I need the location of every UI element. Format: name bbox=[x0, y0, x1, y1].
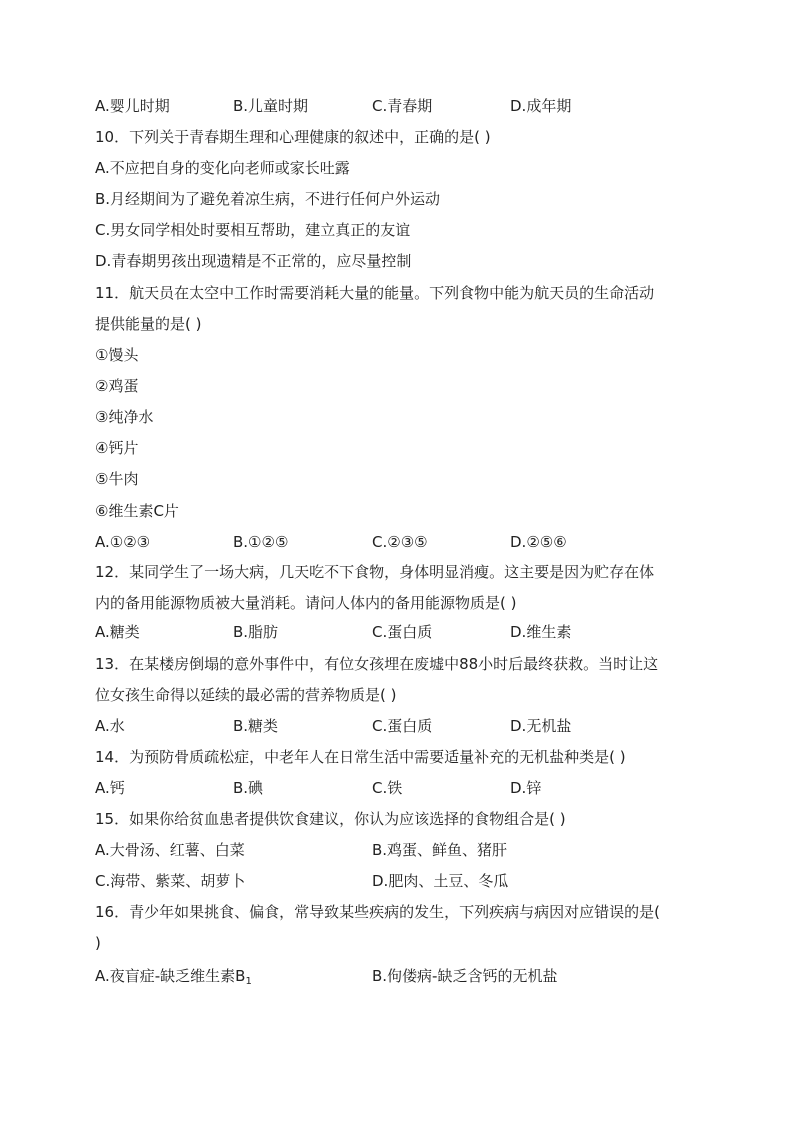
q10-option-b: B.月经期间为了避免着凉生病，不进行任何户外运动 bbox=[95, 190, 441, 208]
q16-stem-line1: 16．青少年如果挑食、偏食，常导致某些疾病的发生，下列疾病与病因对应错误的是( bbox=[95, 903, 660, 921]
q11-item-1: ①馒头 bbox=[95, 346, 139, 364]
q11-item-4: ④钙片 bbox=[95, 439, 139, 457]
q16-option-b: B.佝偻病-缺乏含钙的无机盐 bbox=[372, 967, 558, 985]
q11-item-2: ②鸡蛋 bbox=[95, 377, 139, 395]
q16-stem-line2: ) bbox=[95, 934, 101, 952]
q16-option-a bbox=[95, 965, 252, 987]
q16-option-a-subscript: 1 bbox=[245, 976, 252, 987]
q14-option-b: B.碘 bbox=[233, 779, 264, 797]
q14-option-a: A.钙 bbox=[95, 779, 125, 797]
q10-option-a: A.不应把自身的变化向老师或家长吐露 bbox=[95, 159, 350, 177]
q11-item-5: ⑤牛肉 bbox=[95, 470, 139, 488]
q11-option-c: C.②③⑤ bbox=[372, 533, 428, 551]
q11-stem-line1: 11．航天员在太空中工作时需要消耗大量的能量。下列食物中能为航天员的生命活动 bbox=[95, 284, 655, 302]
q12-option-a: A.糖类 bbox=[95, 623, 140, 641]
q11-option-a: A.①②③ bbox=[95, 533, 151, 551]
q10-option-d: D.青春期男孩出现遗精是不正常的，应尽量控制 bbox=[95, 252, 412, 270]
q15-stem: 15．如果你给贫血患者提供饮食建议，你认为应该选择的食物组合是( ) bbox=[95, 810, 566, 828]
q14-option-d: D.锌 bbox=[510, 779, 542, 797]
q12-option-b: B.脂肪 bbox=[233, 623, 279, 641]
q15-option-b: B.鸡蛋、鲜鱼、猪肝 bbox=[372, 841, 508, 859]
q11-stem-line2: 提供能量的是( ) bbox=[95, 315, 202, 333]
q11-item-6: ⑥维生素C片 bbox=[95, 502, 179, 520]
q13-option-d: D.无机盐 bbox=[510, 717, 572, 735]
q10-stem: 10．下列关于青春期生理和心理健康的叙述中，正确的是( ) bbox=[95, 128, 491, 146]
q9-option-c: C.青春期 bbox=[372, 97, 433, 115]
q15-option-a: A.大骨汤、红薯、白菜 bbox=[95, 841, 245, 859]
q14-stem: 14．为预防骨质疏松症，中老年人在日常生活中需要适量补充的无机盐种类是( ) bbox=[95, 748, 626, 766]
q13-option-c: C.蛋白质 bbox=[372, 717, 433, 735]
q9-option-b: B.儿童时期 bbox=[233, 97, 309, 115]
q11-item-3: ③纯净水 bbox=[95, 408, 154, 426]
q15-option-d: D.肥肉、土豆、冬瓜 bbox=[372, 872, 509, 890]
q13-stem-line1: 13．在某楼房倒塌的意外事件中，有位女孩埋在废墟中88小时后最终获救。当时让这 bbox=[95, 655, 659, 673]
q11-option-b: B.①②⑤ bbox=[233, 533, 289, 551]
q9-option-d: D.成年期 bbox=[510, 97, 572, 115]
q12-option-c: C.蛋白质 bbox=[372, 623, 433, 641]
q13-stem-line2: 位女孩生命得以延续的最必需的营养物质是( ) bbox=[95, 686, 397, 704]
q12-stem-line2: 内的备用能源物质被大量消耗。请问人体内的备用能源物质是( ) bbox=[95, 594, 517, 612]
q11-option-d: D.②⑤⑥ bbox=[510, 533, 567, 551]
q12-option-d: D.维生素 bbox=[510, 623, 572, 641]
q9-option-a: A.婴儿时期 bbox=[95, 97, 170, 115]
q12-stem-line1: 12．某同学生了一场大病，几天吃不下食物，身体明显消瘦。这主要是因为贮存在体 bbox=[95, 563, 655, 581]
q14-option-c: C.铁 bbox=[372, 779, 403, 797]
q10-option-c: C.男女同学相处时要相互帮助，建立真正的友谊 bbox=[95, 221, 411, 239]
q13-option-a: A.水 bbox=[95, 717, 125, 735]
q16-option-a-text: A.夜盲症-缺乏维生素B bbox=[95, 967, 246, 985]
q15-option-c: C.海带、紫菜、胡萝卜 bbox=[95, 872, 246, 890]
q13-option-b: B.糖类 bbox=[233, 717, 279, 735]
